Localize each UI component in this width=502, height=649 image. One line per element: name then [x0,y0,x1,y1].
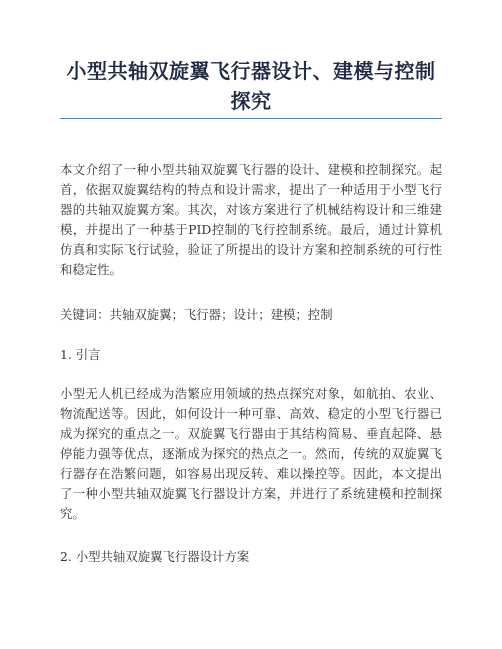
section-heading-design: 2. 小型共轴双旋翼飞行器设计方案 [60,549,250,564]
keywords-line: 关键词：共轴双旋翼；飞行器；设计；建模；控制 [60,307,333,322]
section-heading-introduction: 1. 引言 [60,347,101,362]
document-title: 小型共轴双旋翼飞行器设计、建模与控制探究 [66,59,436,113]
title-divider [60,118,442,119]
abstract-paragraph: 本文介绍了一种小型共轴双旋翼飞行器的设计、建模和控制探究。起首，依据双旋翼结构的特点和设计需求，提出了一种适用于小型飞行器的共轴双旋翼方案。其次，对该方案进行了机械结构设计和三维建模，并提出了一种基于PID控制的飞行控制系统。最后，通过计算机仿真和实际飞行试验，验证了所提出的设计方案和控制系统的可行性和稳定性。 [60,162,442,277]
introduction-paragraph: 小型无人机已经成为浩繁应用领域的热点探究对象，如航拍、农业、物流配送等。因此，如何设计一种可靠、高效、稳定的小型飞行器已成为探究的重点之一。双旋翼飞行器由于其结构简易、垂直起降、悬停能力强等优点，逐渐成为探究的热点之一。然而，传统的双旋翼飞行器存在浩繁问题，如容易出现反转、难以操控等。因此，本文提出了一种小型共轴双旋翼飞行器设计方案，并进行了系统建模和控制探究。 [60,386,442,521]
